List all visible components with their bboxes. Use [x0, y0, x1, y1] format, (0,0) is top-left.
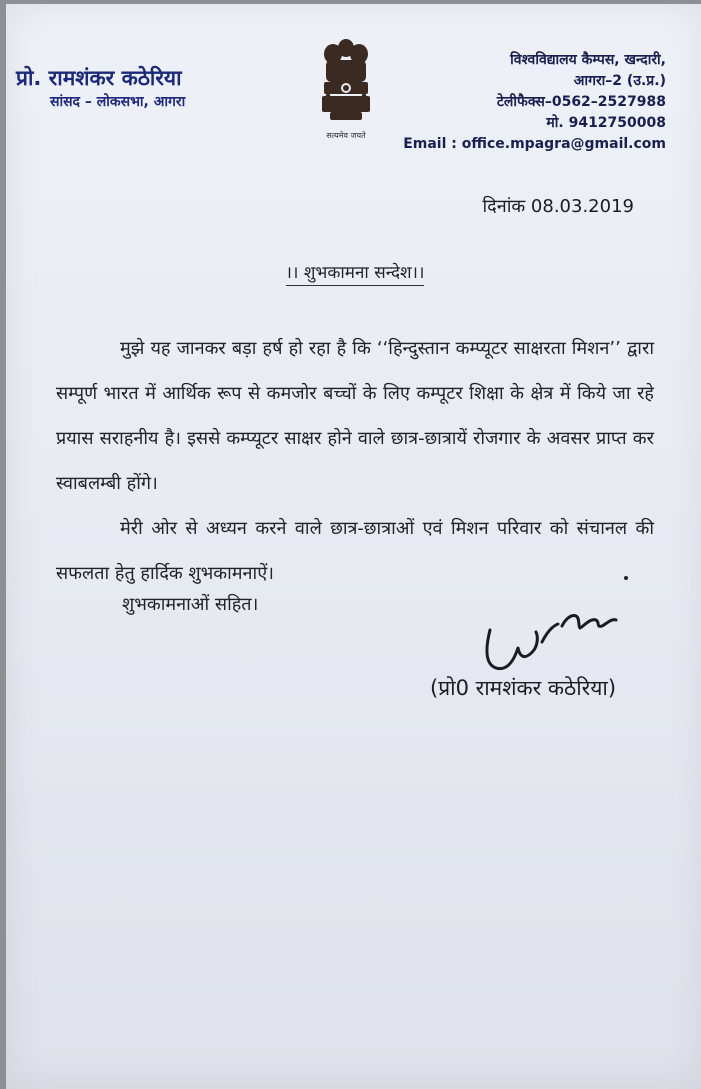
- body-paragraph: मेरी ओर से अध्यन करने वाले छात्र-छात्राओं एवं मिशन परिवार को संचानल की सफलता हेतु हार्दिक शुभकामनाऐं।: [56, 518, 654, 584]
- letterhead-address: [403, 50, 666, 155]
- letterhead-designation: सांसद – लोकसभा, आगरा: [50, 94, 186, 110]
- address-line-2: आगरा–2 (उ.प्र.): [573, 73, 666, 89]
- email-address: Email : office.mpagra@gmail.com: [403, 136, 666, 152]
- national-emblem-icon: [316, 38, 376, 124]
- handwritten-signature-icon: [476, 596, 646, 682]
- subject-text: ।। शुभकामना सन्देश।।: [286, 263, 425, 286]
- mobile-number: मो. 9412750008: [546, 115, 666, 131]
- address-line-1: विश्वविद्यालय कैम्पस, खन्दारी,: [510, 52, 666, 68]
- letter-page: [6, 4, 701, 1089]
- ink-dot: [624, 576, 628, 580]
- telefax: टेलीफैक्स–0562–2527988: [496, 94, 666, 110]
- letterhead-name: प्रो. रामशंकर कठेरिया: [16, 66, 182, 90]
- emblem-motto: सत्यमेव जयते: [326, 131, 366, 140]
- letter-date: दिनांक 08.03.2019: [482, 196, 634, 217]
- signatory-name: (प्रो0 रामशंकर कठेरिया): [430, 676, 617, 700]
- letter-subject: [6, 260, 701, 283]
- body-paragraph: मुझे यह जानकर बड़ा हर्ष हो रहा है कि ‘‘हिन्दुस्तान कम्प्यूटर साक्षरता मिशन’’ द्वारा सम्पूर्ण भारत में आर्थिक रूप से कमजोर बच्चों के लिए कम्पूटर शिक्षा के क्षेत्र में किये जा रहे प्रयास सराहनीय है। इससे कम्प्यूटर साक्षर होने वाले छात्र-छात्रायें रोजगार के अवसर प्राप्त कर स्वाबलम्बी होंगे।: [56, 338, 654, 494]
- letter-closing: शुभकामनाओं सहित।: [122, 594, 259, 615]
- letter-body: [56, 326, 654, 596]
